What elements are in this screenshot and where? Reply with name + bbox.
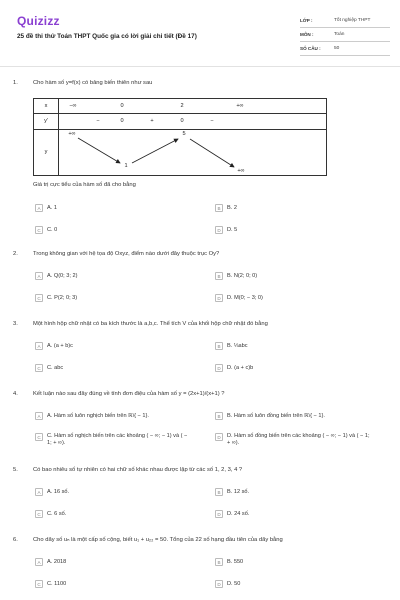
option-text: B. 12 số. — [227, 489, 250, 495]
option-a[interactable] — [35, 204, 57, 212]
option-letter: D — [215, 364, 223, 372]
arrow-down-1 — [78, 138, 120, 163]
option-text: A. Hàm số luôn nghịch biến trên ℝ\{ − 1}. — [47, 413, 149, 419]
option-letter: A — [35, 412, 43, 420]
option-a[interactable] — [35, 272, 77, 280]
option-a[interactable] — [35, 488, 69, 496]
meta-value: Tốt nghiệp THPT — [334, 18, 371, 23]
option-c[interactable] — [35, 294, 77, 302]
table-y-value: +∞ — [68, 131, 76, 137]
option-text: D. 5 — [227, 227, 238, 233]
option-text: B. Hàm số luôn đồng biến trên ℝ\{ − 1}. — [227, 413, 325, 419]
option-text: C. 1100 — [47, 581, 67, 587]
document-title: 25 đề thi thử Toán THPT Quốc gia có lời giải chi tiết (Đề 17) — [17, 33, 197, 40]
option-letter: B — [215, 488, 223, 496]
option-b[interactable] — [215, 342, 248, 350]
option-letter: A — [35, 204, 43, 212]
meta-panel — [300, 14, 390, 56]
option-c[interactable] — [35, 580, 66, 588]
table-x-value: −∞ — [69, 103, 77, 109]
option-letter: B — [215, 204, 223, 212]
option-letter: C — [35, 433, 43, 441]
option-letter: B — [215, 272, 223, 280]
table-x-value: +∞ — [236, 103, 244, 109]
option-b[interactable] — [215, 272, 257, 280]
question-number: 3. — [13, 321, 18, 327]
option-letter: C — [35, 226, 43, 234]
option-text: C. abc — [47, 365, 64, 371]
table-y-value: 5 — [182, 131, 186, 137]
option-d[interactable] — [215, 364, 253, 372]
option-text: B. 550 — [227, 559, 244, 565]
option-b[interactable] — [215, 488, 249, 496]
option-d[interactable] — [215, 226, 237, 234]
table-sign: − — [210, 118, 214, 124]
table-sign: + — [150, 118, 154, 124]
option-letter: C — [35, 364, 43, 372]
option-letter: B — [215, 342, 223, 350]
table-y-value: +∞ — [237, 168, 245, 174]
option-text: D. 24 số. — [227, 511, 250, 517]
option-d[interactable] — [215, 510, 249, 518]
option-text: C. 6 số. — [47, 511, 67, 517]
option-text: A. 1 — [47, 205, 57, 211]
meta-row-count — [300, 42, 390, 56]
meta-value: Toán — [334, 32, 345, 37]
table-yprime-label: y' — [44, 118, 48, 124]
option-text: D. 50 — [227, 581, 241, 587]
question-number: 1. — [13, 80, 18, 86]
option-text: A. 16 số. — [47, 489, 70, 495]
option-letter: D — [215, 510, 223, 518]
option-text: C. Hàm số nghịch biến trên các khoảng ( − ∞; − 1) và ( − 1; + ∞). — [47, 433, 188, 446]
meta-row-subject — [300, 28, 390, 42]
option-b[interactable] — [215, 204, 237, 212]
table-x-label: x — [44, 103, 48, 109]
option-b[interactable] — [215, 412, 325, 420]
option-text: D. (a + c)b — [227, 365, 254, 371]
table-x-value: 2 — [180, 103, 184, 109]
arrow-down-2 — [190, 139, 234, 167]
option-letter: C — [35, 580, 43, 588]
arrow-up — [132, 139, 178, 163]
table-y-label: y — [44, 149, 48, 155]
option-letter: B — [215, 558, 223, 566]
option-text: C. P(2; 0; 3) — [47, 295, 78, 301]
option-letter: A — [35, 342, 43, 350]
option-text: B. N(2; 0; 0) — [227, 273, 258, 279]
option-letter: A — [35, 558, 43, 566]
question-text: Cho hàm số y=f(x) có bảng biến thiên như sau — [33, 80, 153, 86]
meta-row-class — [300, 14, 390, 28]
table-y-value: 1 — [124, 163, 128, 169]
option-letter: D — [215, 294, 223, 302]
option-letter: B — [215, 412, 223, 420]
option-a[interactable] — [35, 412, 149, 420]
variation-table — [33, 98, 327, 176]
table-sign: 0 — [180, 118, 184, 124]
question-number: 6. — [13, 537, 18, 543]
question-text: Có bao nhiêu số tự nhiên có hai chữ số khác nhau được lập từ các số 1, 2, 3, 4 ? — [33, 467, 243, 473]
question-text: Trong không gian với hệ tọa độ Oxyz, điểm nào dưới đây thuộc trục Oy? — [33, 251, 220, 257]
table-x-value: 0 — [120, 103, 124, 109]
option-text: A. Q(0; 3; 2) — [47, 273, 78, 279]
option-letter: A — [35, 272, 43, 280]
option-text: B. 2 — [227, 205, 237, 211]
option-text: A. (a + b)c — [47, 343, 73, 349]
option-letter: A — [35, 488, 43, 496]
option-letter: C — [35, 294, 43, 302]
question-number: 2. — [13, 251, 18, 257]
option-letter: D — [215, 433, 223, 441]
question-text: Một hình hộp chữ nhật có ba kích thước là a,b,c. Thể tích V của khối hộp chữ nhật đó bằng — [33, 321, 268, 327]
option-c[interactable] — [35, 510, 66, 518]
option-b[interactable] — [215, 558, 243, 566]
meta-value: 50 — [334, 46, 340, 51]
variation-arrows — [34, 99, 328, 177]
option-text: A. 2018 — [47, 559, 67, 565]
option-c[interactable] — [35, 226, 57, 234]
question-number: 5. — [13, 467, 18, 473]
option-a[interactable] — [35, 558, 66, 566]
option-letter: D — [215, 226, 223, 234]
option-d[interactable] — [215, 580, 240, 588]
meta-key: SỐ CÂU : — [300, 46, 321, 51]
option-text: D. M(0; − 3; 0) — [227, 295, 263, 301]
option-c[interactable] — [35, 433, 192, 447]
meta-key: MÔN : — [300, 32, 314, 37]
question-text: Cho dãy số uₙ là một cấp số cộng, biết u₁ + u₂₂ = 50. Tổng của 22 số hạng đầu tiên của dãy bằng — [33, 537, 283, 543]
option-letter: D — [215, 580, 223, 588]
table-sign: − — [96, 118, 100, 124]
option-letter: C — [35, 510, 43, 518]
meta-key: LỚP : — [300, 18, 313, 23]
option-text: B. ⅓abc — [227, 343, 248, 349]
option-d[interactable] — [215, 433, 372, 447]
quizizz-logo: Quizizz — [17, 14, 60, 28]
question-prompt: Giá trị cực tiểu của hàm số đã cho bằng — [33, 182, 136, 188]
question-number: 4. — [13, 391, 18, 397]
option-c[interactable] — [35, 364, 63, 372]
table-sign: 0 — [120, 118, 124, 124]
option-a[interactable] — [35, 342, 73, 350]
option-text: C. 0 — [47, 227, 58, 233]
header-divider — [0, 66, 400, 67]
question-text: Kết luận nào sau đây đúng về tính đơn điệu của hàm số y = (2x+1)/(x+1) ? — [33, 391, 225, 397]
option-text: D. Hàm số đồng biến trên các khoảng ( − ∞; − 1) và ( − 1; + ∞). — [227, 433, 370, 446]
option-d[interactable] — [215, 294, 263, 302]
